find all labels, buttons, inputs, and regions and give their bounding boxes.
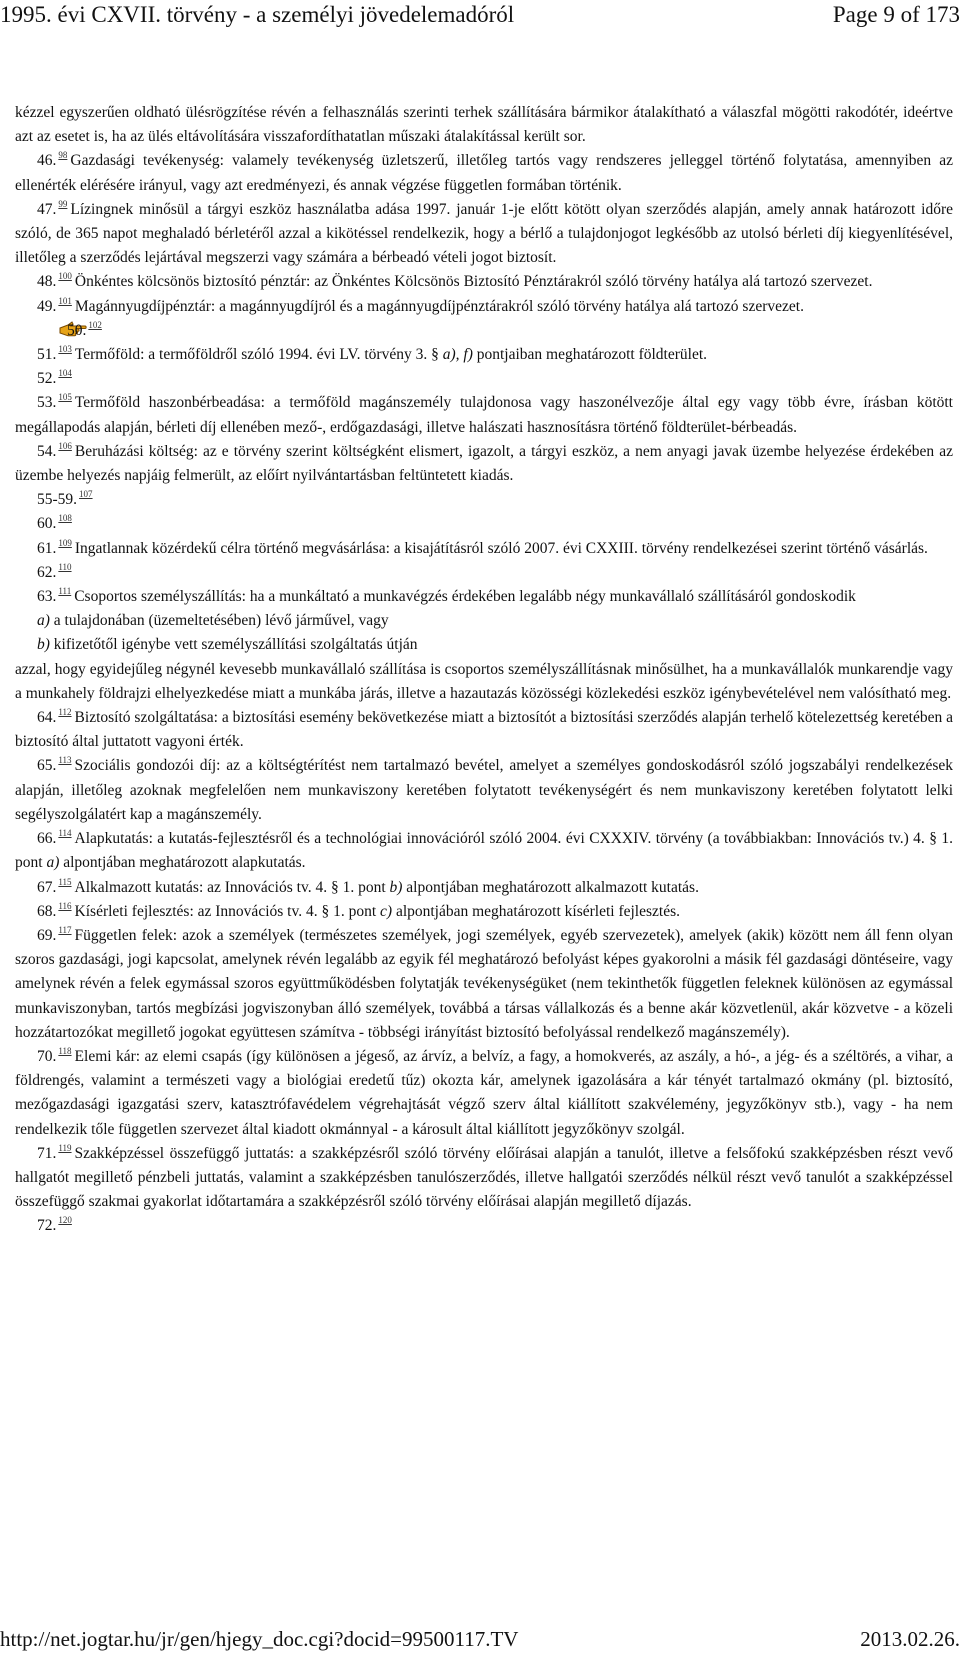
item-number: 70. xyxy=(37,1047,57,1065)
paragraph-continuation: kézzel egyszerűen oldható ülésrögzítése révén a felhasználás szerinti terhek szállítására bármikor átalakítható a válaszfal mögötti rakodótér, ideértve azt az esetet is, ha az ülés eltávolítására visszafordíthatatlan műszaki átalakítással került sor. xyxy=(15,104,953,146)
item-number: 46. xyxy=(37,152,57,170)
footnote-link[interactable]: 104 xyxy=(58,368,72,379)
footnote-link[interactable]: 107 xyxy=(79,489,93,500)
footnote-link[interactable]: 117 xyxy=(58,924,72,935)
definition-48: 48. $^{100}$ Önkéntes kölcsönös biztosító pénztár: az Önkéntes Kölcsönös Biztosító Pénztárakról szóló törvény hatálya alá tartozó szervezet. xyxy=(37,271,873,291)
subpoint-a: a) a tulajdonában (üzemeltetésében) lévő járművel, vagy xyxy=(37,612,389,630)
item-number: 51. xyxy=(37,346,57,364)
footnote-link[interactable]: 118 xyxy=(58,1045,72,1056)
item-number: 60. xyxy=(37,515,57,533)
definition-52 xyxy=(15,367,953,391)
print-date: 2013.02.26. xyxy=(860,1627,960,1651)
definition-49: 49. $^{101}$ Magánnyugdíjpénztár: a magánnyugdíjról és a magánnyugdíjpénztárakról szóló törvény hatálya alá tartozó szervezet. xyxy=(37,295,804,315)
footnote-link[interactable]: 113 xyxy=(58,755,72,766)
footnote-link[interactable]: 119 xyxy=(58,1142,72,1153)
definition-63: 63. $^{111}$ Csoportos személyszállítás: ha a munkáltató a munkavégzés érdekében legalább négy munkavállaló szállításáról gondoskodik xyxy=(37,586,856,606)
definition-54: 54. $^{106}$ Beruházási költség: az e törvény szerint költségként elismert, igazolt, a tárgyi eszköz, a nem anyagi javak üzembe helyezése érdekében az üzembe helyezés napjáig felmerült, az előírt nyilvántartásban feltüntetett kiadás. xyxy=(15,440,953,485)
footnote-link[interactable]: 100 xyxy=(58,271,72,282)
definition-62 xyxy=(15,561,953,585)
footnote-link[interactable]: 112 xyxy=(58,707,72,718)
item-number: 49. xyxy=(37,297,57,315)
item-number: 65. xyxy=(37,757,57,775)
definition-47: 47. $^{99}$ Lízingnek minősül a tárgyi eszköz használatba adása 1997. január 1-je előtt kötött olyan szerződés alapján, amely annak határozott időre szóló, de 365 napot meghaladó bérletéről azzal a kikötéssel rendelkezik, hogy a bérlő a tulajdonjogot legkésőbb az utolsó bérleti díj kiegyenlítésével, illetőleg a szerződés lejártával megszerzi vagy számára a bérbeadó vételi jogot biztosít. xyxy=(15,198,953,267)
item-number: 69. xyxy=(37,926,57,944)
definition-50 xyxy=(15,319,953,343)
item-number: 64. xyxy=(37,709,57,727)
footnote-link[interactable]: 102 xyxy=(88,319,102,330)
footnote-link[interactable]: 116 xyxy=(58,900,72,911)
definition-67: 67. $^{115}$ Alkalmazott kutatás: az Innovációs tv. 4. § 1. pont b) alpontjában meghatározott alkalmazott kutatás. xyxy=(37,876,699,896)
item-number: 55-59. xyxy=(37,491,78,509)
item-number: 47. xyxy=(37,200,57,218)
footnote-link[interactable]: 98 xyxy=(58,150,68,161)
pointing-hand-icon[interactable] xyxy=(37,320,65,338)
footnote-link[interactable]: 111 xyxy=(58,586,72,597)
definition-46: 46. $^{98}$ Gazdasági tevékenység: valamely tevékenység üzletszerű, illetőleg tartós vagy rendszeres jelleggel történő folytatása, amennyiben az ellenérték elérésére irányul, vagy azt eredményezi, és annak végzése független formában történik. xyxy=(15,150,953,194)
definition-53: 53. $^{105}$ Termőföld haszonbérbeadása: a termőföld magánszemély tulajdonosa vagy haszonélvezője által egy vagy több évre, írásban kötött megállapodás alapján, bérleti díj ellenében mező-, erdőgazdasági, illetve halászati hasznosításra történő földterület-bérbeadás. xyxy=(15,392,953,436)
footnote-link[interactable]: 105 xyxy=(58,392,72,403)
page-footer xyxy=(0,1624,960,1654)
definition-55-59 xyxy=(15,488,953,512)
footnote-link[interactable]: 110 xyxy=(58,561,72,572)
item-number: 66. xyxy=(37,830,57,848)
item-number: 54. xyxy=(37,442,57,460)
footnote-link[interactable]: 109 xyxy=(58,537,72,548)
item-number: 72. xyxy=(37,1217,57,1235)
paragraph-continuation: azzal, hogy egyidejűleg négynél kevesebb munkavállaló szállítása is csoportos személyszállításnak minősülhet, ha a munkavállalók munkarendje vagy a munkahely földrajzi elhelyezkedése miatt a munkába járás, illetve a hazautazás közösségi közlekedési eszköz igénybevételével nem valósítható meg. xyxy=(15,660,953,702)
page-indicator: Page 9 of 173 xyxy=(832,2,960,27)
item-number: 71. xyxy=(37,1144,57,1162)
source-url[interactable]: http://net.jogtar.hu/jr/gen/hjegy_doc.cgi?docid=99500117.TV xyxy=(0,1627,519,1651)
item-number: 50. xyxy=(67,321,87,339)
item-number: 67. xyxy=(37,878,57,896)
footnote-link[interactable]: 115 xyxy=(58,876,72,887)
definition-64: 64. $^{112}$ Biztosító szolgáltatása: a biztosítási esemény bekövetkezése miatt a biztosítót a biztosítási szerződés alapján terhelő kötelezettség keretében a biztosító által juttatott vagyoni érték. xyxy=(15,707,953,751)
item-number: 53. xyxy=(37,394,57,412)
subpoint-b: b) kifizetőtől igénybe vett személyszállítási szolgáltatás útján xyxy=(37,636,418,654)
footnote-link[interactable]: 120 xyxy=(58,1215,72,1226)
footnote-link[interactable]: 108 xyxy=(58,513,72,524)
definition-68: 68. $^{116}$ Kísérleti fejlesztés: az Innovációs tv. 4. § 1. pont c) alpontjában meghatározott kísérleti fejlesztés. xyxy=(37,900,680,920)
definition-66: 66. $^{114}$ Alapkutatás: a kutatás-fejlesztésről és a technológiai innovációról szóló 2004. évi CXXXIV. törvény (a továbbiakban: Innovációs tv.) 4. § 1. pont a) alpontjában meghatározott alapkutatás. xyxy=(15,828,953,872)
item-number: 63. xyxy=(37,588,57,606)
definition-72 xyxy=(15,1214,953,1238)
definition-69: 69. $^{117}$ Független felek: azok a személyek (természetes személyek, jogi személyek, egyéb szervezetek), amelyek (akik) között nem áll fenn olyan szoros gazdasági, jogi kapcsolat, amelynek révén legalább az egyik fél meghatározó befolyást képes gyakorolni a másik fél gazdasági döntéseire, vagy amelynek révén a felek egymással szoros együttműködésben folytatják tevékenységüket (nem tekinthetők független feleknek különösen az egymással munkaviszonyban, tartós megbízási jogviszonyban álló személyek, továbbá a társas vállalkozás és a benne akár közvetlenül, akár közvetve - a közeli hozzátartozókat megillető jogokat együttesen számítva - többségi irányítást biztosító befolyással rendelkező magánszemély). xyxy=(15,924,953,1041)
item-number: 52. xyxy=(37,370,57,388)
definition-61: 61. $^{109}$ Ingatlannak közérdekű célra történő megvásárlása: a kisajátításról szóló 2007. évi CXXIII. törvény rendelkezései szerint történő vásárlás. xyxy=(37,537,928,557)
footnote-link[interactable]: 103 xyxy=(58,344,72,355)
footnote-link[interactable]: 114 xyxy=(58,828,72,839)
definition-51: 51. $^{103}$ Termőföld: a termőföldről szóló 1994. évi LV. törvény 3. § a), f) pontjaiban meghatározott földterület. xyxy=(37,344,708,364)
page-header xyxy=(0,0,960,36)
definition-71: 71. $^{119}$ Szakképzéssel összefüggő juttatás: a szakképzésről szóló törvény előírásai alapján a tanulót, illetve a felsőfokú szakképzésben részt vevő hallgatót megillető pénzbeli juttatás, valamint a szakképzésben tanulószerződés, illetve hallgatói szerződés nélkül részt vevő tanulót a szakképzéssel összefüggő szakmai gyakorlat időtartamára a szakképzésről szóló törvény előírásai alapján megillető díjazás. xyxy=(15,1142,953,1211)
item-number: 61. xyxy=(37,539,57,557)
item-number: 48. xyxy=(37,273,57,291)
footnote-link[interactable]: 101 xyxy=(58,295,72,306)
document-body xyxy=(15,101,953,1239)
definition-70: 70. $^{118}$ Elemi kár: az elemi csapás (így különösen a jégeső, az árvíz, a belvíz, a fagy, a homokverés, az aszály, a hó-, a jég- és a széltörés, a vihar, a földrengés, valamint a természeti vagy a biológiai eredetű tűz) okozta kár, amelynek igazolására a kár tényét tartalmazó okmány (pl. biztosító, mezőgazdasági igazgatási szerv, katasztrófavédelem végrehajtását végző szerv által kiállított szakvélemény, jegyzőkönyv stb.), vagy - ha nem rendelkezik tőle független szervezet által kiadott okmánnyal - a károsult által kiállított jegyzőkönyv szolgál. xyxy=(15,1045,953,1138)
item-number: 68. xyxy=(37,902,57,920)
footnote-link[interactable]: 99 xyxy=(58,198,68,209)
document-title: 1995. évi CXVII. törvény - a személyi jövedelemadóról xyxy=(0,2,515,27)
definition-65: 65. $^{113}$ Szociális gondozói díj: az a költségtérítést nem tartalmazó bevétel, amelyet a személyes gondoskodásról szóló jogszabályi rendelkezések alapján, illetőleg azoknak megfelelően nem munkaviszony keretében folytatott tevékenységért és nem munkaviszony keretében folytatott lelki segélyszolgálatért kap a magánszemély. xyxy=(15,755,953,823)
definition-60 xyxy=(15,512,953,536)
footnote-link[interactable]: 106 xyxy=(58,440,72,451)
item-number: 62. xyxy=(37,563,57,581)
